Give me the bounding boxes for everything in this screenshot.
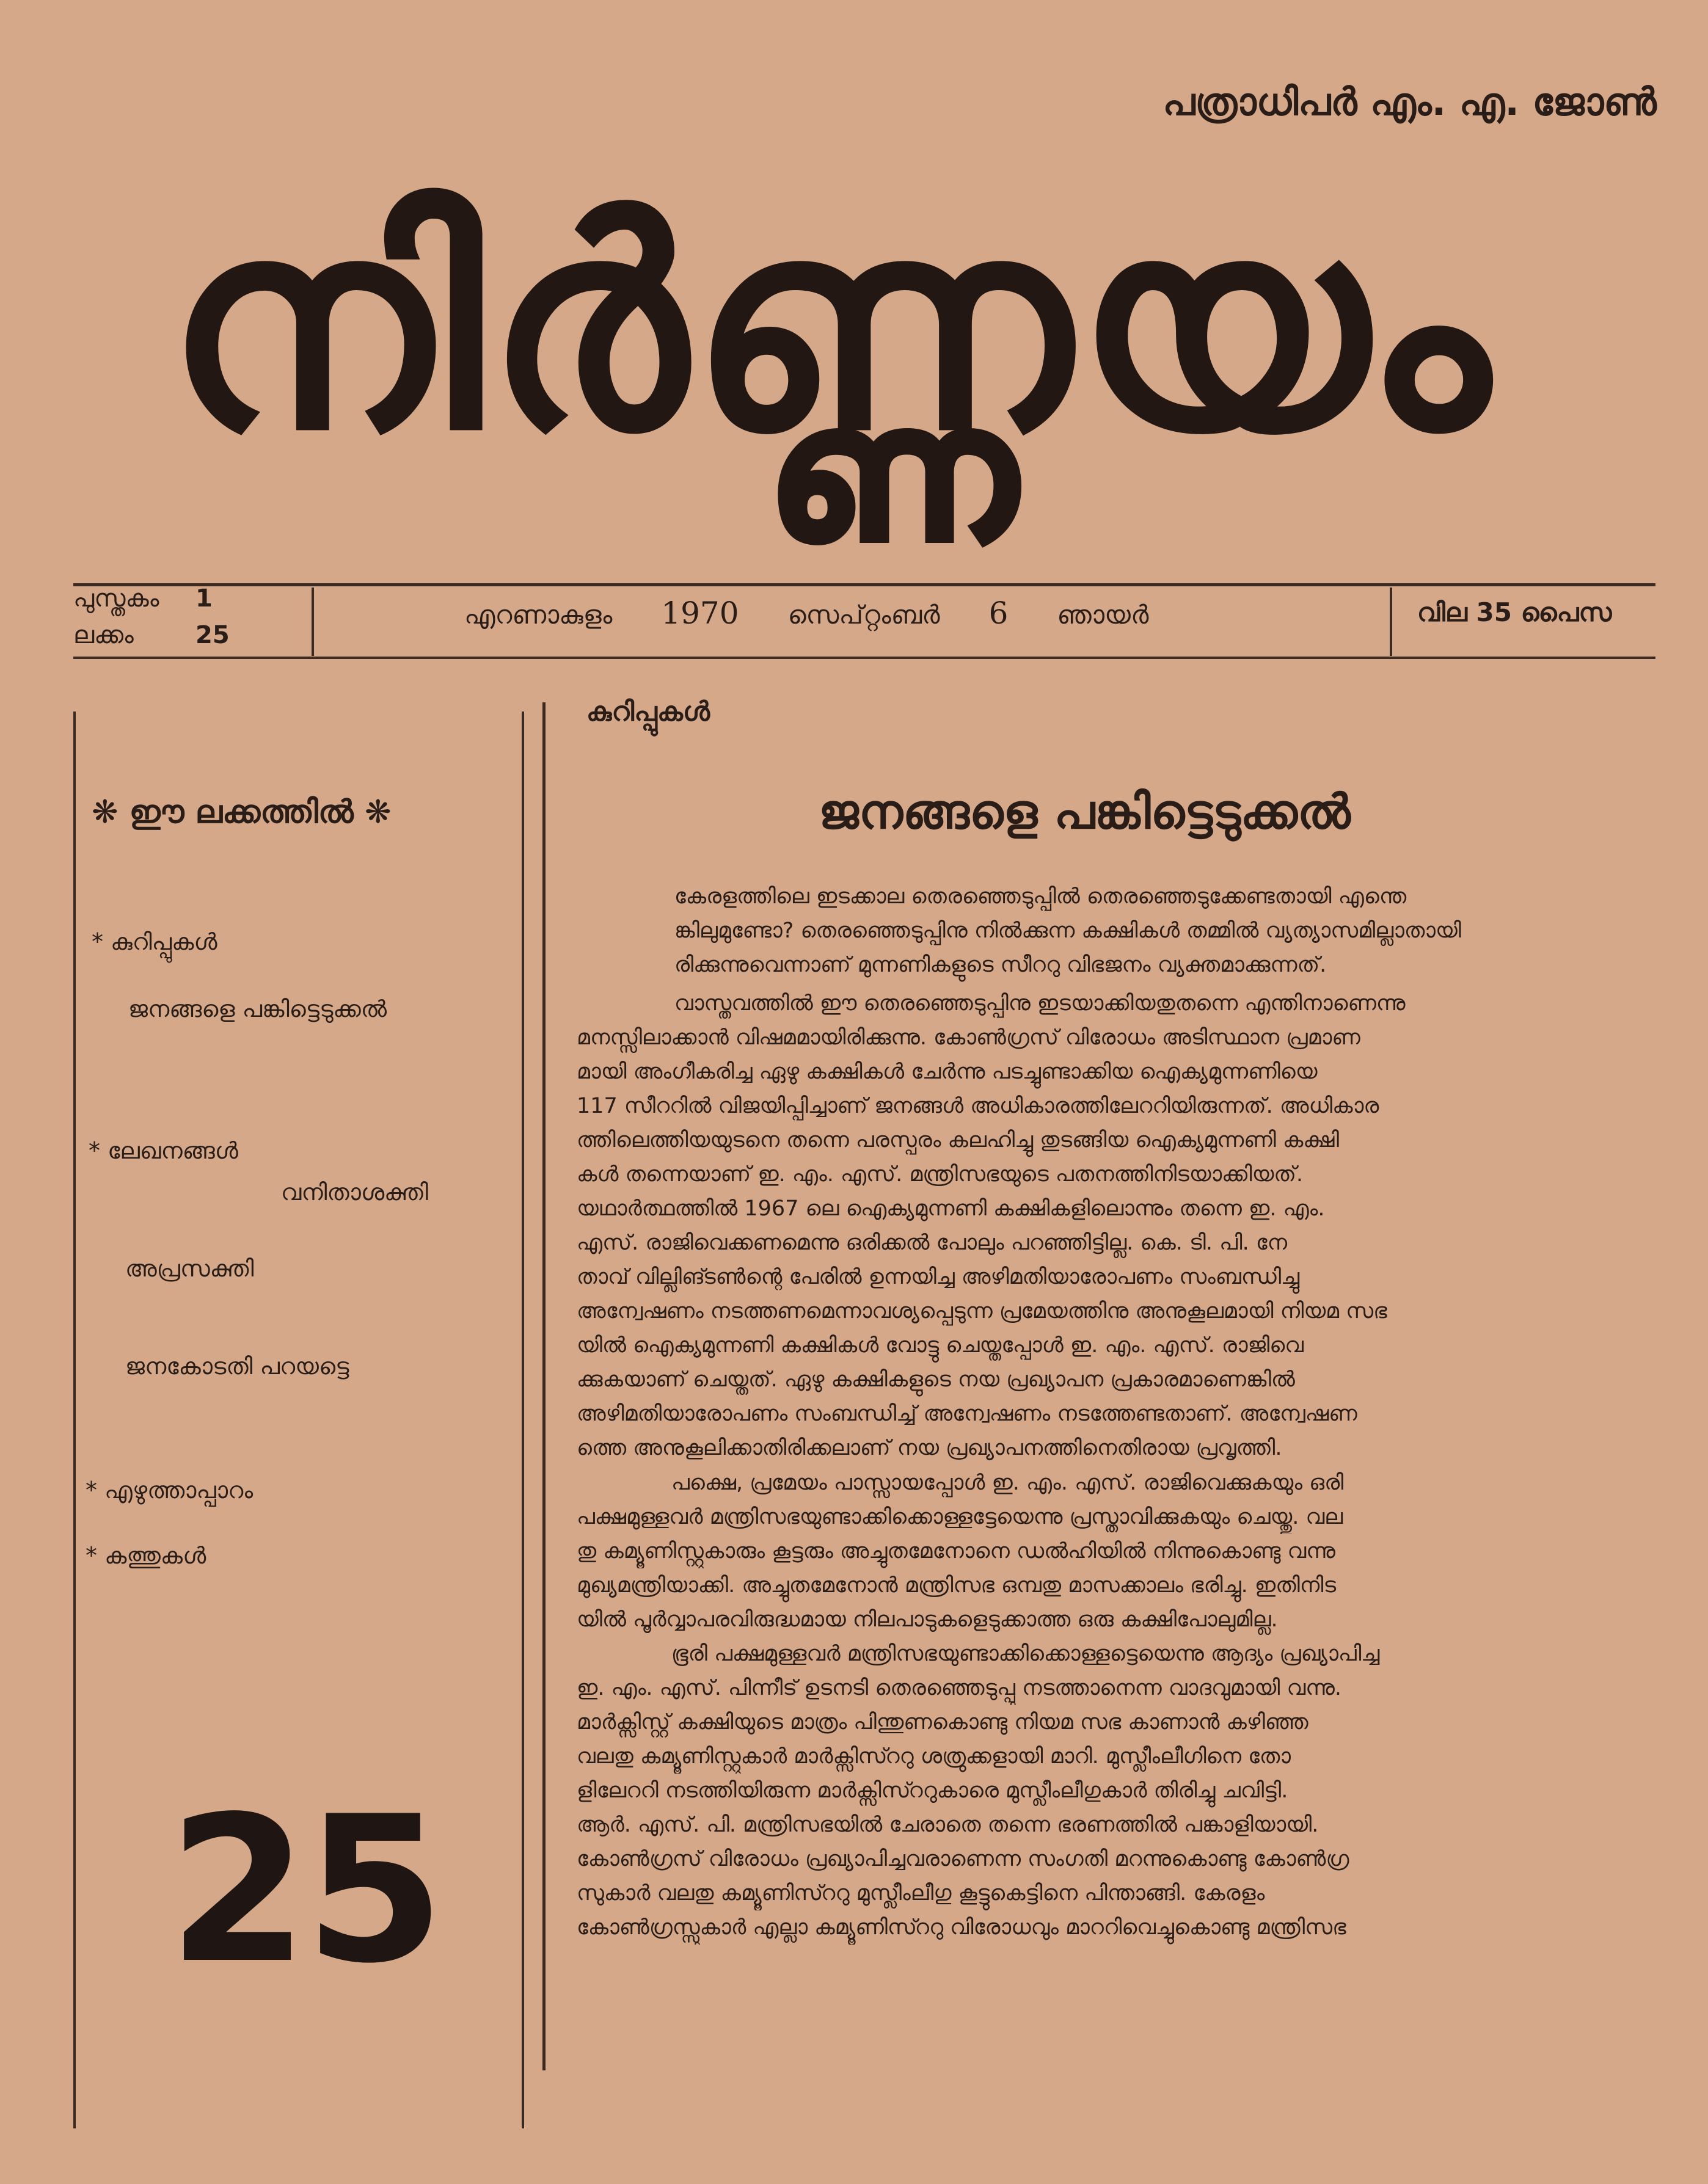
text-line: തു കമ്യൂണിസ്റ്റുകാരും കൂട്ടരും അച്ചുതമേനോനെ ഡൽഹിയിൽ നിന്നുകൊണ്ടു വന്നു — [577, 1539, 1335, 1563]
dateline-year: 1970 — [661, 595, 739, 631]
column-rule — [542, 702, 546, 2070]
volume-number: 1 — [195, 584, 213, 613]
text-line: മനസ്സിലാക്കാൻ വിഷമമായിരിക്കുന്നു. കോൺഗ്രസ് വിരോധം അടിസ്ഥാന പ്രമാണ — [577, 1025, 1360, 1050]
masthead-title: നിർണ്ണയം — [165, 159, 1492, 493]
text-line: രിക്കുന്നുവെന്നാണ് മുന്നണികളുടെ സീററു വിഭജനം വ്യക്തമാക്കുന്നത്. — [674, 953, 1327, 977]
contents-section-articles: * ലേഖനങ്ങൾ — [89, 1137, 238, 1164]
header-top-rule — [73, 583, 1655, 586]
text-line: താവ് വില്ലിങ്ടൺന്റെ പേരിൽ ഉന്നയിച്ച അഴിമതിയാരോപണം സംബന്ധിച്ചു — [577, 1265, 1300, 1289]
dateline-weekday: ഞായർ — [1057, 600, 1149, 630]
header-bottom-rule — [73, 657, 1655, 659]
text-line: ഇ. എം. എസ്. പിന്നീട് ഉടനടി തെരഞ്ഞെടുപ്പു നടത്താനെന്ന വാദവുമായി വന്നു. — [577, 1676, 1342, 1700]
dateline — [464, 595, 1148, 631]
volume-label: പുസ്തകം — [73, 584, 159, 613]
text-line: എസ്. രാജിവെക്കണമെന്നു ഒരിക്കൽ പോലും പറഞ്ഞിട്ടില്ല. കെ. ടി. പി. നേ — [577, 1231, 1288, 1255]
text-line: ഭൂരി പക്ഷമുള്ളവർ മന്ത്രിസഭയുണ്ടാക്കിക്കൊള്ളട്ടെയെന്നു ആദ്യം പ്രഖ്യാപിച്ച — [671, 1642, 1380, 1666]
text-line: അഴിമതിയാരോപണം സംബന്ധിച്ച് അന്വേഷണം നടത്തേണ്ടതാണ്. അന്വേഷണ — [577, 1402, 1357, 1426]
text-line: ളിലേററി നടത്തിയിരുന്ന മാർക്സിസ്ററുകാരെ മുസ്ലീംലീഗുകാർ തിരിച്ചു ചവിട്ടി. — [577, 1778, 1288, 1803]
issue-number: 25 — [195, 621, 230, 649]
contents-title: ❋ ഈ ലക്കത്തിൽ ❋ — [92, 794, 392, 831]
article-paragraph — [577, 1637, 1664, 1945]
text-line: യിൽ പൂർവ്വാപരവിരുദ്ധമായ നിലപാടുകളെടുക്കാത്ത ഒരു കക്ഷിപോലുമില്ല. — [577, 1607, 1278, 1632]
text-line: സുകാർ വലതു കമ്യൂണിസ്ററു മുസ്ലീംലീഗു കൂട്ടുകെട്ടിനെ പിന്താങ്ങി. കേരളം — [577, 1881, 1265, 1906]
article-paragraph — [577, 986, 1664, 1465]
text-line: മുഖ്യമന്ത്രിയാക്കി. അച്ചുതമേനോൻ മന്ത്രിസഭ ഒമ്പതു മാസക്കാലം ഭരിച്ചു. ഇതിനിട — [577, 1573, 1337, 1598]
contents-item-article-2: അപ്രസക്തി — [125, 1255, 254, 1282]
contents-section-column: * എഴുത്താപ്പാറം — [86, 1477, 254, 1504]
section-kicker: കുറിപ്പുകൾ — [586, 696, 710, 727]
dateline-month: സെപ്റ്റംബർ — [787, 600, 940, 630]
text-line: യഥാർത്ഥത്തിൽ 1967 ലെ ഐക്യമുന്നണി കക്ഷികളിലൊന്നും തന്നെ ഇ. എം. — [577, 1196, 1325, 1221]
text-line: കോൺഗ്രസ് വിരോധം പ്രഖ്യാപിച്ചവരാണെന്ന സംഗതി മറന്നുകൊണ്ടു കോൺഗ്ര — [577, 1847, 1349, 1871]
text-line: മായി അംഗീകരിച്ച ഏഴു കക്ഷികൾ ചേർന്നു പടച്ചുണ്ടാക്കിയ ഐക്യമുന്നണിയെ — [577, 1060, 1318, 1084]
dateline-place: എറണാകുളം — [464, 600, 613, 630]
text-line: അന്വേഷണം നടത്തണമെന്നാവശ്യപ്പെടുന്ന പ്രമേയത്തിനു അനുകൂലമായി നിയമ സഭ — [577, 1299, 1387, 1323]
contents-item-notes-article: ജനങ്ങളെ പങ്കിട്ടെടുക്കൽ — [128, 996, 387, 1022]
text-line: പക്ഷമുള്ളവർ മന്ത്രിസഭയുണ്ടാക്കിക്കൊള്ളട്ടേയെന്നു പ്രസ്താവിക്കുകയും ചെയ്തു. വല — [577, 1505, 1343, 1529]
text-line: യിൽ ഐക്യമുന്നണി കക്ഷികൾ വോട്ടു ചെയ്തപ്പോൾ ഇ. എം. എസ്. രാജിവെ — [577, 1333, 1304, 1358]
price: വില 35 പൈസ — [1417, 597, 1612, 627]
editor-line: പത്രാധിപർ എം. എ. ജോൺ — [1162, 79, 1657, 124]
text-line: ആർ. എസ്. പി. മന്ത്രിസഭയിൽ ചേരാതെ തന്നെ ഭരണത്തിൽ പങ്കാളിയായി. — [577, 1813, 1319, 1837]
text-line: വലതു കമ്യൂണിസ്റ്റുകാർ മാർക്സിസ്ററു ശത്രുക്കളായി മാറി. മുസ്ലീംലീഗിനെ തോ — [577, 1744, 1291, 1769]
text-line: ത്തിലെത്തിയയുടനെ തന്നെ പരസ്പരം കലഹിച്ചു തുടങ്ങിയ ഐക്യമുന്നണി കക്ഷി — [577, 1128, 1340, 1152]
text-line: ക്കുകയാണ് ചെയ്തത്. ഏഴു കക്ഷികളുടെ നയ പ്രഖ്യാപന പ്രകാരമാണെങ്കിൽ — [577, 1367, 1295, 1392]
text-line: ങ്കിലുമുണ്ടോ? തെരഞ്ഞെടുപ്പിനു നിൽക്കുന്ന കക്ഷികൾ തമ്മിൽ വ്യത്യാസമില്ലാതായി — [674, 919, 1461, 943]
header-divider-right — [1390, 588, 1392, 656]
issue-label: ലക്കം — [73, 621, 134, 649]
article-headline: ജനങ്ങളെ പങ്കിട്ടെടുക്കൽ — [819, 785, 1351, 840]
text-line: മാർക്സിസ്റ്റ് കക്ഷിയുടെ മാത്രം പിന്തുണകൊണ്ടു നിയമ സഭ കാണാൻ കഴിഞ്ഞ — [577, 1710, 1308, 1734]
volume-issue-block — [73, 580, 230, 653]
text-line: ത്തെ അനുകൂലിക്കാതിരിക്കലാണ് നയ പ്രഖ്യാപനത്തിനെതിരായ പ്രവൃത്തി. — [577, 1436, 1282, 1460]
text-line: കോൺഗ്രസ്സുകാർ എല്ലാ കമ്യൂണിസ്ററു വിരോധവും മാററിവെച്ചുകൊണ്ടു മന്ത്രിസഭ — [577, 1915, 1346, 1940]
text-line: 117 സീററിൽ വിജയിപ്പിച്ചാണ് ജനങ്ങൾ അധികാരത്തിലേററിയിരുന്നത്. അധികാര — [577, 1094, 1379, 1118]
header-divider-left — [312, 588, 314, 656]
text-line: വാസ്തവത്തിൽ ഈ തെരഞ്ഞെടുപ്പിനു ഇടയാക്കിയതുതന്നെ എന്തിനാണെന്നു — [674, 991, 1406, 1016]
article-paragraph — [577, 879, 1664, 982]
dateline-day: 6 — [988, 595, 1009, 631]
contents-section-notes: * കുറിപ്പുകൾ — [92, 928, 217, 955]
text-line: കൾ തന്നെയാണ് ഇ. എം. എസ്. മന്ത്രിസഭയുടെ പതനത്തിനിടയാക്കിയത്. — [577, 1162, 1304, 1187]
text-line: പക്ഷെ, പ്രമേയം പാസ്സായപ്പോൾ ഇ. എം. എസ്. രാജിവെക്കുകയും ഒരി — [671, 1471, 1344, 1495]
contents-item-article-1: വനിതാശക്തി — [281, 1179, 428, 1206]
contents-item-article-3: ജനകോടതി പറയട്ടെ — [125, 1353, 349, 1380]
issue-number-large: 25 — [168, 1773, 442, 2007]
contents-section-letters: * കത്തുകൾ — [86, 1542, 206, 1569]
text-line: കേരളത്തിലെ ഇടക്കാല തെരഞ്ഞെടുപ്പിൽ തെരഞ്ഞെടുക്കേണ്ടതായി എന്തെ — [674, 884, 1407, 909]
article-paragraph — [577, 1466, 1664, 1637]
